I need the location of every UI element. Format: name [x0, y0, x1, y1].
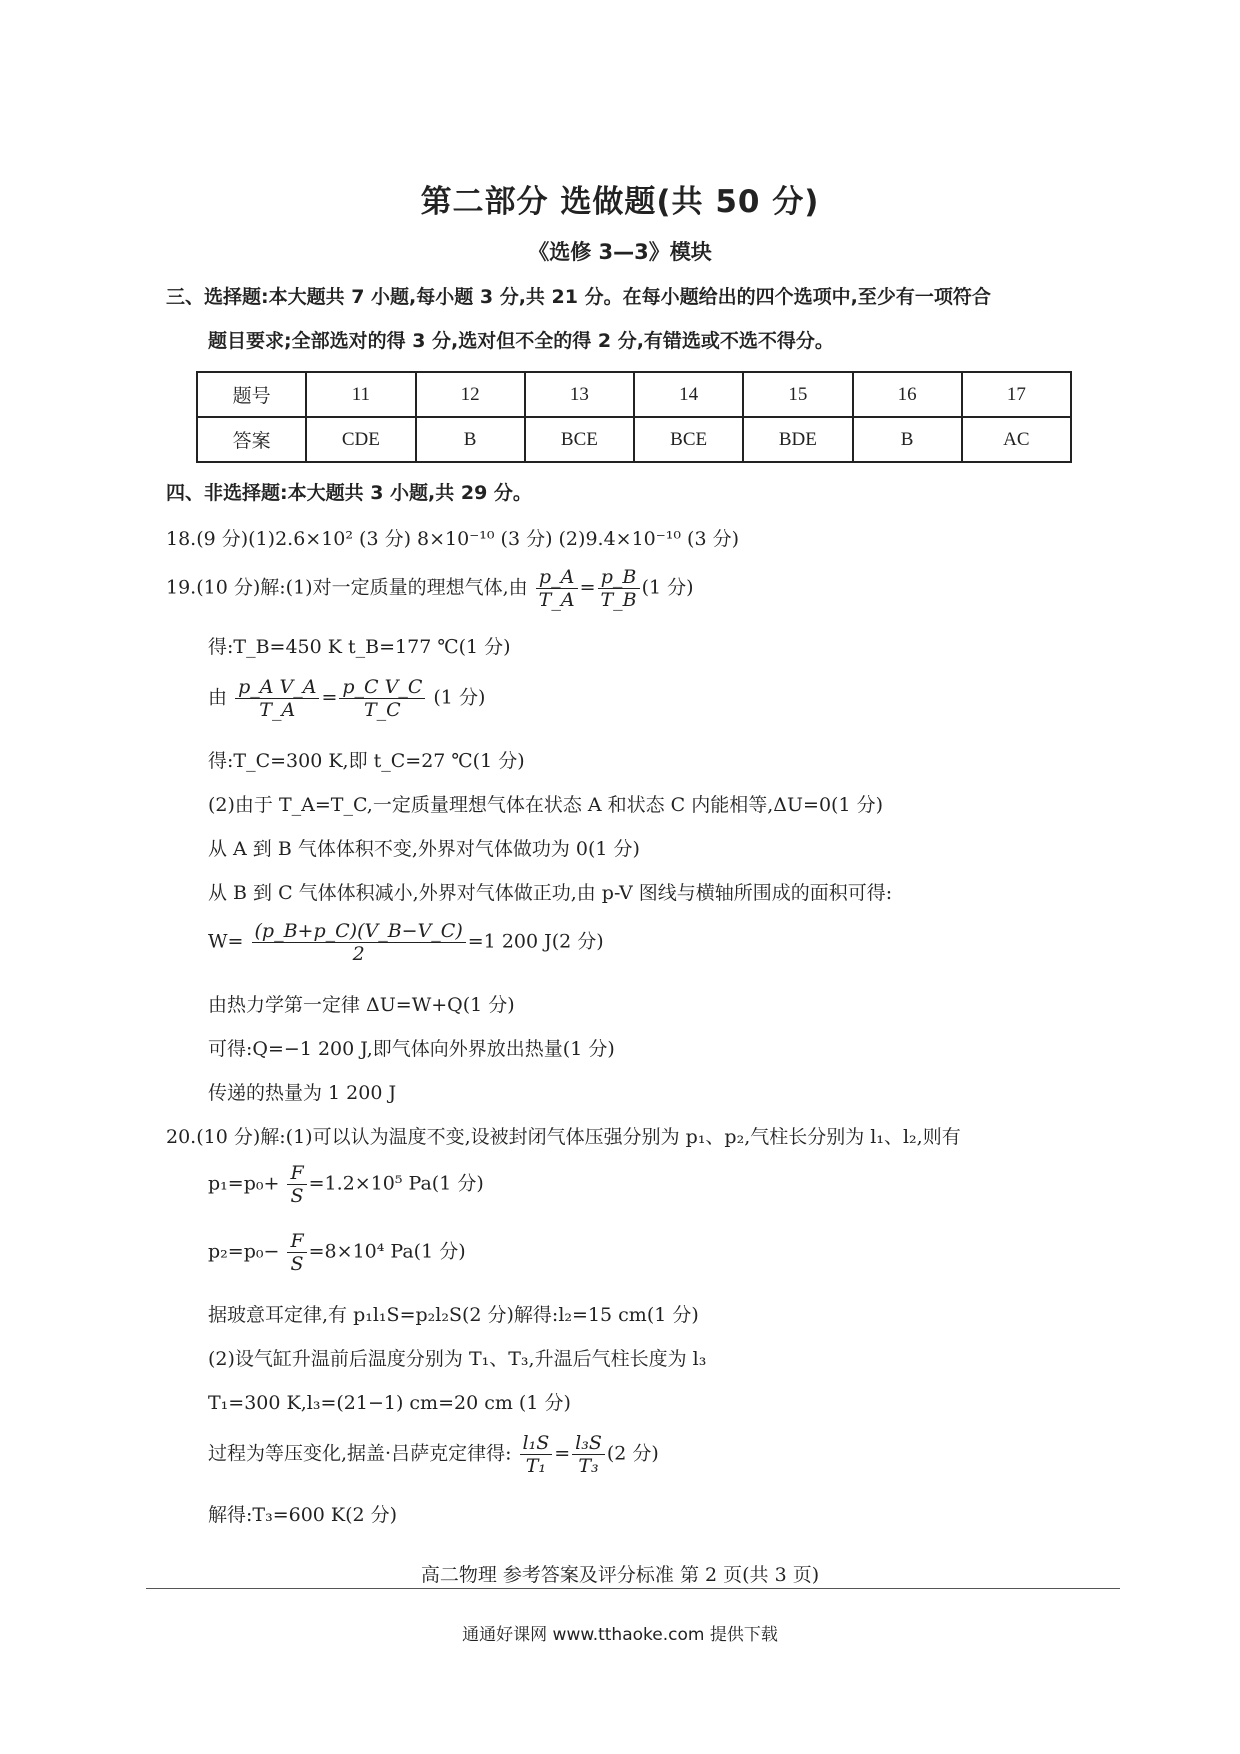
row-label-answer: 答案	[197, 417, 306, 462]
page-title: 第二部分 选做题(共 50 分)	[420, 184, 820, 220]
q19-intro-line: 19.(10 分)解:(1)对一定质量的理想气体,由 $\frac{p\_A}{T\_A}$ = $\frac{p\_B}{T\_B}$ (1 分)	[166, 566, 694, 611]
table-row-numbers	[197, 372, 1071, 417]
question-number: 15	[743, 372, 852, 417]
fraction-f-s: $\frac{F}{S}$	[287, 1162, 306, 1207]
row-label-question-number: 题号	[197, 372, 306, 417]
fraction-pcvc-tc: $\frac{\text{p\_C V\_C}}{T\_C}$	[339, 676, 425, 721]
q20-line2: p₁=p₀+ $\frac{F}{S}$ =1.2×10⁵ Pa(1 分)	[208, 1162, 484, 1207]
q20-line8: 解得:T₃=600 K(2 分)	[208, 1504, 398, 1526]
fraction-l1s-t1: $\frac{\text{l₁S}}{\text{T₁}}$	[520, 1432, 553, 1477]
q19-line8: W= $\frac{(p\_B+p\_C)(V\_B-V\_C)}{2}$ =1 200 J(2 分)	[208, 920, 604, 965]
q19-intro: 19.(10 分)解:(1)对一定质量的理想气体,由	[166, 576, 528, 599]
q19-line7: 从 B 到 C 气体体积减小,外界对气体做正功,由 p-V 图线与横轴所围成的面积可得:	[208, 882, 893, 904]
answer-cell: B	[853, 417, 962, 462]
section4-heading: 四、非选择题:本大题共 3 小题,共 29 分。	[166, 482, 532, 504]
q20-line4: 据玻意耳定律,有 p₁l₁S=p₂l₂S(2 分)解得:l₂=15 cm(1 分)	[208, 1304, 699, 1326]
question-number: 11	[306, 372, 415, 417]
answer-cell: BCE	[525, 417, 634, 462]
table-row-answers	[197, 417, 1071, 462]
q19-line10: 可得:Q=−1 200 J,即气体向外界放出热量(1 分)	[208, 1038, 615, 1060]
answer-table	[196, 371, 1072, 463]
q19-line4: 得:T_C=300 K,即 t_C=27 ℃(1 分)	[208, 750, 525, 772]
question-number: 17	[962, 372, 1071, 417]
q19-line2: 得:T_B=450 K t_B=177 ℃(1 分)	[208, 636, 511, 658]
answer-cell: BCE	[634, 417, 743, 462]
module-title: 《选修 3—3》模块	[528, 240, 712, 264]
q19-line3: 由 $\frac{\text{p\_A V\_A}}{T\_A}$ = $\frac{\text{p\_C V\_C}}{T\_C}$ (1 分)	[208, 676, 486, 721]
q20-line3: p₂=p₀− $\frac{F}{S}$ =8×10⁴ Pa(1 分)	[208, 1230, 466, 1275]
footer-divider	[146, 1588, 1120, 1589]
q19-line11: 传递的热量为 1 200 J	[208, 1082, 397, 1104]
fraction-pb-tb: $\frac{p\_B}{T\_B}$	[598, 566, 640, 611]
fraction-pava-ta: $\frac{\text{p\_A V\_A}}{T\_A}$	[235, 676, 319, 721]
q20-line5: (2)设气缸升温前后温度分别为 T₁、T₃,升温后气柱长度为 l₃	[208, 1348, 707, 1370]
q20-line7: 过程为等压变化,据盖·吕萨克定律得: $\frac{\text{l₁S}}{\text{T₁}}$ = $\frac{\text{l₃S}}{\text{T₃}}$ (2 分)	[208, 1432, 659, 1477]
question-number: 12	[416, 372, 525, 417]
question-number: 16	[853, 372, 962, 417]
fraction-pa-ta: $\frac{p\_A}{T\_A}$	[536, 566, 578, 611]
q18-answer: 18.(9 分)(1)2.6×10² (3 分) 8×10⁻¹⁰ (3 分) (2)9.4×10⁻¹⁰ (3 分)	[166, 528, 740, 550]
answer-cell: CDE	[306, 417, 415, 462]
answer-cell: BDE	[743, 417, 852, 462]
page-footer: 高二物理 参考答案及评分标准 第 2 页(共 3 页)	[420, 1564, 820, 1586]
fraction-l3s-t3: $\frac{\text{l₃S}}{\text{T₃}}$	[572, 1432, 605, 1477]
answer-cell: B	[416, 417, 525, 462]
question-number: 14	[634, 372, 743, 417]
q19-line5: (2)由于 T_A=T_C,一定质量理想气体在状态 A 和状态 C 内能相等,ΔU=0(1 分)	[208, 794, 883, 816]
question-number: 13	[525, 372, 634, 417]
q20-intro: 20.(10 分)解:(1)可以认为温度不变,设被封闭气体压强分别为 p₁、p₂,气柱长分别为 l₁、l₂,则有	[166, 1126, 961, 1148]
answer-cell: AC	[962, 417, 1071, 462]
fraction-work: $\frac{(p\_B+p\_C)(V\_B-V\_C)}{2}$	[252, 920, 466, 965]
q19-score-1: (1 分)	[641, 576, 694, 599]
section3-instructions-line1: 三、选择题:本大题共 7 小题,每小题 3 分,共 21 分。在每小题给出的四个选项中,至少有一项符合	[166, 286, 991, 308]
fraction-f-s-2: $\frac{F}{S}$	[287, 1230, 306, 1275]
download-notice: 通通好课网 www.tthaoke.com 提供下载	[462, 1625, 778, 1645]
section3-instructions-line2: 题目要求;全部选对的得 3 分,选对但不全的得 2 分,有错选或不选不得分。	[208, 330, 834, 352]
q19-line9: 由热力学第一定律 ΔU=W+Q(1 分)	[208, 994, 515, 1016]
q19-line6: 从 A 到 B 气体体积不变,外界对气体做功为 0(1 分)	[208, 838, 640, 860]
q20-line6: T₁=300 K,l₃=(21−1) cm=20 cm (1 分)	[208, 1392, 571, 1414]
